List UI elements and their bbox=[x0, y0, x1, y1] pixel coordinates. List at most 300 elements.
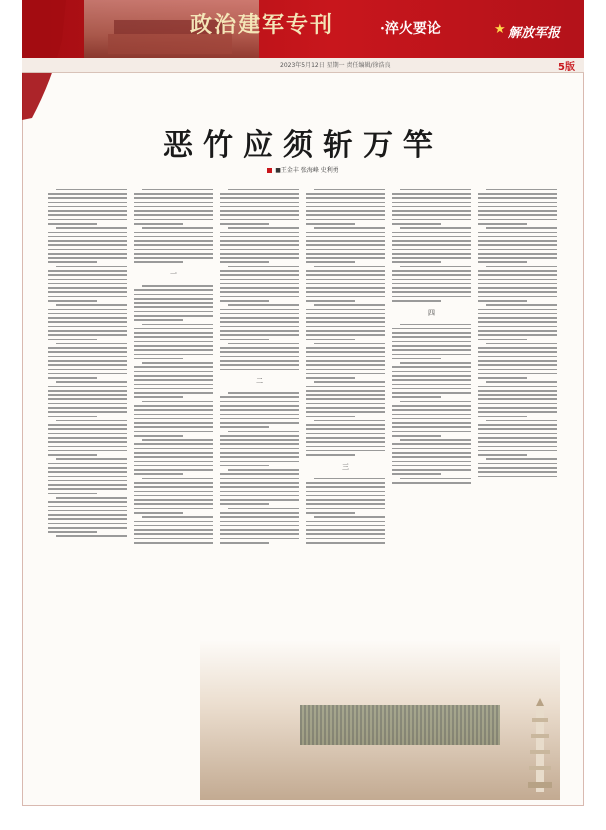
text-line bbox=[48, 300, 97, 302]
article-column-6 bbox=[478, 186, 557, 756]
text-line bbox=[48, 428, 127, 430]
text-line bbox=[220, 503, 269, 505]
text-line bbox=[134, 223, 183, 225]
text-line bbox=[134, 538, 213, 540]
text-line bbox=[134, 375, 213, 377]
text-line bbox=[220, 486, 299, 488]
text-line bbox=[478, 261, 527, 263]
text-line bbox=[220, 261, 269, 263]
text-line bbox=[478, 326, 557, 328]
text-line bbox=[392, 452, 471, 454]
text-line bbox=[486, 304, 557, 306]
text-line bbox=[306, 482, 385, 484]
text-line bbox=[134, 232, 213, 234]
text-line bbox=[392, 456, 471, 458]
text-line bbox=[392, 274, 471, 276]
text-line bbox=[220, 405, 299, 407]
text-line bbox=[134, 456, 213, 458]
text-line bbox=[134, 214, 213, 216]
text-line bbox=[478, 321, 557, 323]
text-line bbox=[134, 315, 213, 317]
text-line bbox=[392, 392, 471, 394]
text-line bbox=[134, 240, 213, 242]
text-line bbox=[48, 210, 127, 212]
text-line bbox=[134, 244, 213, 246]
text-line bbox=[306, 236, 385, 238]
text-line bbox=[478, 197, 557, 199]
text-line bbox=[220, 542, 269, 544]
text-line bbox=[220, 426, 269, 428]
text-line bbox=[306, 347, 385, 349]
text-line bbox=[48, 390, 127, 392]
text-line bbox=[478, 416, 527, 418]
article-column-5 bbox=[392, 186, 471, 756]
text-line bbox=[400, 401, 471, 403]
text-line bbox=[134, 443, 213, 445]
text-line bbox=[220, 244, 299, 246]
text-line bbox=[134, 521, 213, 523]
text-line bbox=[134, 503, 213, 505]
text-line bbox=[220, 287, 299, 289]
text-line bbox=[220, 356, 299, 358]
text-line bbox=[392, 379, 471, 381]
text-line bbox=[48, 369, 127, 371]
text-line bbox=[134, 253, 213, 255]
text-line bbox=[478, 356, 557, 358]
text-line bbox=[220, 401, 299, 403]
text-line bbox=[48, 471, 127, 473]
text-line bbox=[220, 339, 269, 341]
text-line bbox=[478, 441, 557, 443]
text-line bbox=[306, 394, 385, 396]
text-line bbox=[48, 480, 127, 482]
text-line bbox=[134, 486, 213, 488]
text-line bbox=[478, 317, 557, 319]
text-line bbox=[134, 197, 213, 199]
text-line bbox=[134, 219, 213, 221]
text-line bbox=[400, 266, 471, 268]
text-line bbox=[306, 330, 385, 332]
text-line bbox=[306, 356, 385, 358]
text-line bbox=[392, 197, 471, 199]
text-line bbox=[134, 422, 213, 424]
text-line bbox=[220, 456, 299, 458]
text-line bbox=[478, 339, 527, 341]
text-line bbox=[48, 433, 127, 435]
text-line bbox=[48, 214, 127, 216]
text-line bbox=[48, 223, 97, 225]
date-line: 2023年5月12日 星期一 责任编辑/徐浩良 bbox=[280, 62, 391, 69]
text-line bbox=[134, 341, 213, 343]
text-line bbox=[392, 270, 471, 272]
text-line bbox=[478, 219, 557, 221]
text-line bbox=[48, 527, 127, 529]
text-line bbox=[48, 317, 127, 319]
text-line bbox=[134, 465, 213, 467]
text-line bbox=[134, 529, 213, 531]
text-line bbox=[478, 424, 557, 426]
text-line bbox=[48, 394, 127, 396]
text-line bbox=[220, 452, 299, 454]
text-line bbox=[48, 493, 97, 495]
text-line bbox=[48, 364, 127, 366]
text-line bbox=[48, 326, 127, 328]
text-line bbox=[56, 343, 127, 345]
text-line bbox=[392, 345, 471, 347]
text-line bbox=[134, 332, 213, 334]
text-line bbox=[478, 411, 557, 413]
text-line bbox=[48, 236, 127, 238]
text-line bbox=[48, 407, 127, 409]
text-line bbox=[134, 414, 213, 416]
text-line bbox=[220, 202, 299, 204]
text-line bbox=[392, 232, 471, 234]
text-line bbox=[48, 450, 127, 452]
text-line bbox=[314, 420, 385, 422]
text-line bbox=[306, 261, 355, 263]
text-line bbox=[478, 467, 557, 469]
text-line bbox=[306, 309, 385, 311]
text-line bbox=[306, 296, 385, 298]
text-line bbox=[392, 257, 471, 259]
text-line bbox=[306, 321, 385, 323]
text-line bbox=[220, 409, 299, 411]
text-line bbox=[48, 484, 127, 486]
text-line bbox=[134, 396, 183, 398]
text-line bbox=[220, 197, 299, 199]
text-line bbox=[220, 232, 299, 234]
text-line bbox=[48, 279, 127, 281]
text-line bbox=[478, 236, 557, 238]
text-line bbox=[48, 351, 127, 353]
text-line bbox=[220, 461, 299, 463]
article-title: 恶竹应须斩万竿 bbox=[163, 128, 443, 163]
text-line bbox=[478, 334, 557, 336]
text-line bbox=[134, 261, 183, 263]
text-line bbox=[392, 414, 471, 416]
text-line bbox=[400, 227, 471, 229]
text-line bbox=[48, 441, 127, 443]
text-line bbox=[486, 189, 557, 191]
text-line bbox=[314, 304, 385, 306]
text-line bbox=[48, 488, 127, 490]
text-line bbox=[48, 261, 97, 263]
text-line bbox=[306, 279, 385, 281]
text-line bbox=[220, 521, 299, 523]
text-line bbox=[306, 433, 385, 435]
text-line bbox=[48, 206, 127, 208]
text-line bbox=[48, 291, 127, 293]
text-line bbox=[220, 236, 299, 238]
text-line bbox=[306, 257, 385, 259]
text-line bbox=[392, 210, 471, 212]
text-line bbox=[220, 369, 299, 371]
text-line bbox=[220, 291, 299, 293]
text-line bbox=[392, 261, 441, 263]
article-byline: ■王金丰 张海峰 史利勇 bbox=[22, 165, 584, 174]
text-line bbox=[306, 403, 385, 405]
text-line bbox=[48, 373, 127, 375]
text-line bbox=[220, 396, 299, 398]
text-line bbox=[220, 193, 299, 195]
text-line bbox=[392, 418, 471, 420]
text-line bbox=[48, 334, 127, 336]
text-line bbox=[48, 274, 127, 276]
text-line bbox=[48, 219, 127, 221]
text-line bbox=[486, 420, 557, 422]
section-marker: 二 bbox=[256, 377, 263, 386]
text-line bbox=[392, 236, 471, 238]
text-line bbox=[134, 206, 213, 208]
text-line bbox=[478, 206, 557, 208]
text-line bbox=[478, 373, 557, 375]
text-line bbox=[134, 202, 213, 204]
text-line bbox=[392, 244, 471, 246]
text-line bbox=[306, 364, 385, 366]
text-line bbox=[478, 300, 527, 302]
text-line bbox=[142, 478, 213, 480]
section-marker: 一 bbox=[170, 270, 177, 279]
text-line bbox=[220, 219, 299, 221]
text-line bbox=[392, 283, 471, 285]
text-line bbox=[392, 193, 471, 195]
text-line bbox=[478, 244, 557, 246]
text-line bbox=[478, 223, 527, 225]
text-line bbox=[392, 358, 441, 360]
text-line bbox=[134, 525, 213, 527]
text-line bbox=[220, 360, 299, 362]
text-line bbox=[48, 518, 127, 520]
text-line bbox=[478, 454, 527, 456]
section-subtitle: ·淬火要论 bbox=[380, 21, 441, 37]
text-line bbox=[134, 435, 183, 437]
text-line bbox=[134, 371, 213, 373]
text-line bbox=[220, 330, 299, 332]
text-line bbox=[56, 189, 127, 191]
text-line bbox=[392, 206, 471, 208]
text-line bbox=[134, 319, 183, 321]
text-line bbox=[314, 266, 385, 268]
text-line bbox=[392, 249, 471, 251]
text-line bbox=[48, 197, 127, 199]
text-line bbox=[220, 300, 269, 302]
text-line bbox=[478, 232, 557, 234]
text-line bbox=[478, 386, 557, 388]
text-line bbox=[134, 431, 213, 433]
text-line bbox=[306, 529, 385, 531]
text-line bbox=[306, 193, 385, 195]
text-line bbox=[48, 309, 127, 311]
text-line bbox=[478, 210, 557, 212]
text-line bbox=[306, 508, 385, 510]
text-line bbox=[134, 379, 213, 381]
text-line bbox=[306, 197, 385, 199]
text-line bbox=[228, 227, 299, 229]
text-line bbox=[392, 431, 471, 433]
star-icon: ★ bbox=[494, 22, 506, 37]
text-line bbox=[306, 249, 385, 251]
text-line bbox=[134, 298, 213, 300]
text-line bbox=[134, 336, 213, 338]
text-line bbox=[220, 478, 299, 480]
text-line bbox=[48, 531, 97, 533]
text-line bbox=[48, 463, 127, 465]
text-line bbox=[48, 424, 127, 426]
text-line bbox=[220, 326, 299, 328]
text-line bbox=[478, 274, 557, 276]
text-line bbox=[400, 439, 471, 441]
text-line bbox=[486, 458, 557, 460]
text-line bbox=[478, 257, 557, 259]
text-line bbox=[306, 326, 385, 328]
text-line bbox=[220, 283, 299, 285]
text-line bbox=[306, 486, 385, 488]
text-line bbox=[220, 249, 299, 251]
text-line bbox=[48, 398, 127, 400]
text-line bbox=[392, 473, 441, 475]
text-line bbox=[220, 313, 299, 315]
text-line bbox=[48, 510, 127, 512]
text-line bbox=[392, 336, 471, 338]
article-column-1 bbox=[48, 186, 127, 756]
text-line bbox=[134, 542, 213, 544]
text-line bbox=[220, 210, 299, 212]
text-line bbox=[220, 206, 299, 208]
text-line bbox=[478, 253, 557, 255]
text-line bbox=[134, 508, 213, 510]
text-line bbox=[306, 538, 385, 540]
text-line bbox=[478, 471, 557, 473]
text-line bbox=[392, 443, 471, 445]
text-line bbox=[392, 482, 471, 484]
text-line bbox=[220, 347, 299, 349]
text-line bbox=[134, 426, 213, 428]
text-line bbox=[48, 446, 127, 448]
text-line bbox=[48, 283, 127, 285]
text-line bbox=[306, 373, 385, 375]
text-line bbox=[228, 189, 299, 191]
text-line bbox=[134, 257, 213, 259]
text-line bbox=[134, 469, 213, 471]
text-line bbox=[134, 499, 213, 501]
text-line bbox=[48, 244, 127, 246]
text-line bbox=[392, 341, 471, 343]
text-line bbox=[220, 274, 299, 276]
text-line bbox=[306, 398, 385, 400]
text-line bbox=[400, 478, 471, 480]
text-line bbox=[478, 446, 557, 448]
text-line bbox=[306, 223, 355, 225]
text-line bbox=[306, 270, 385, 272]
text-line bbox=[220, 435, 299, 437]
text-line bbox=[48, 240, 127, 242]
text-line bbox=[478, 214, 557, 216]
text-line bbox=[392, 426, 471, 428]
text-line bbox=[314, 381, 385, 383]
text-line bbox=[220, 465, 269, 467]
text-line bbox=[392, 279, 471, 281]
section-marker: 四 bbox=[428, 308, 435, 317]
text-line bbox=[134, 495, 213, 497]
text-line bbox=[142, 362, 213, 364]
text-line bbox=[228, 431, 299, 433]
text-line bbox=[400, 362, 471, 364]
text-line bbox=[478, 313, 557, 315]
text-line bbox=[400, 324, 471, 326]
text-line bbox=[56, 420, 127, 422]
text-line bbox=[478, 433, 557, 435]
text-line bbox=[392, 202, 471, 204]
text-line bbox=[134, 349, 213, 351]
text-line bbox=[56, 497, 127, 499]
text-line bbox=[392, 384, 471, 386]
text-line bbox=[220, 473, 299, 475]
text-line bbox=[220, 491, 299, 493]
section-marker: 三 bbox=[342, 462, 349, 471]
text-line bbox=[478, 377, 527, 379]
text-line bbox=[314, 343, 385, 345]
text-line bbox=[134, 512, 183, 514]
text-line bbox=[48, 330, 127, 332]
text-line bbox=[306, 512, 355, 514]
text-line bbox=[306, 503, 385, 505]
text-line bbox=[48, 202, 127, 204]
text-line bbox=[392, 291, 471, 293]
text-line bbox=[478, 369, 557, 371]
text-line bbox=[306, 291, 385, 293]
text-line bbox=[48, 506, 127, 508]
text-line bbox=[306, 533, 385, 535]
text-line bbox=[48, 454, 97, 456]
text-line bbox=[48, 253, 127, 255]
text-line bbox=[478, 476, 557, 478]
text-line bbox=[220, 296, 299, 298]
text-line bbox=[392, 461, 471, 463]
text-line bbox=[306, 437, 385, 439]
text-line bbox=[142, 227, 213, 229]
text-line bbox=[478, 364, 557, 366]
text-line bbox=[478, 296, 557, 298]
text-line bbox=[486, 227, 557, 229]
text-line bbox=[306, 369, 385, 371]
text-line bbox=[220, 538, 299, 540]
text-line bbox=[220, 443, 299, 445]
text-line bbox=[306, 240, 385, 242]
text-line bbox=[478, 279, 557, 281]
text-line bbox=[486, 343, 557, 345]
text-line bbox=[478, 249, 557, 251]
text-line bbox=[220, 533, 299, 535]
text-line bbox=[48, 270, 127, 272]
text-line bbox=[478, 283, 557, 285]
text-line bbox=[478, 390, 557, 392]
text-line bbox=[306, 377, 355, 379]
text-line bbox=[228, 469, 299, 471]
text-line bbox=[478, 437, 557, 439]
text-line bbox=[134, 491, 213, 493]
text-line bbox=[306, 411, 385, 413]
text-line bbox=[392, 240, 471, 242]
text-line bbox=[56, 227, 127, 229]
text-line bbox=[306, 450, 385, 452]
text-line bbox=[134, 533, 213, 535]
text-line bbox=[48, 476, 127, 478]
text-line bbox=[306, 386, 385, 388]
text-line bbox=[48, 514, 127, 516]
text-line bbox=[48, 416, 97, 418]
text-line bbox=[306, 390, 385, 392]
text-line bbox=[478, 398, 557, 400]
